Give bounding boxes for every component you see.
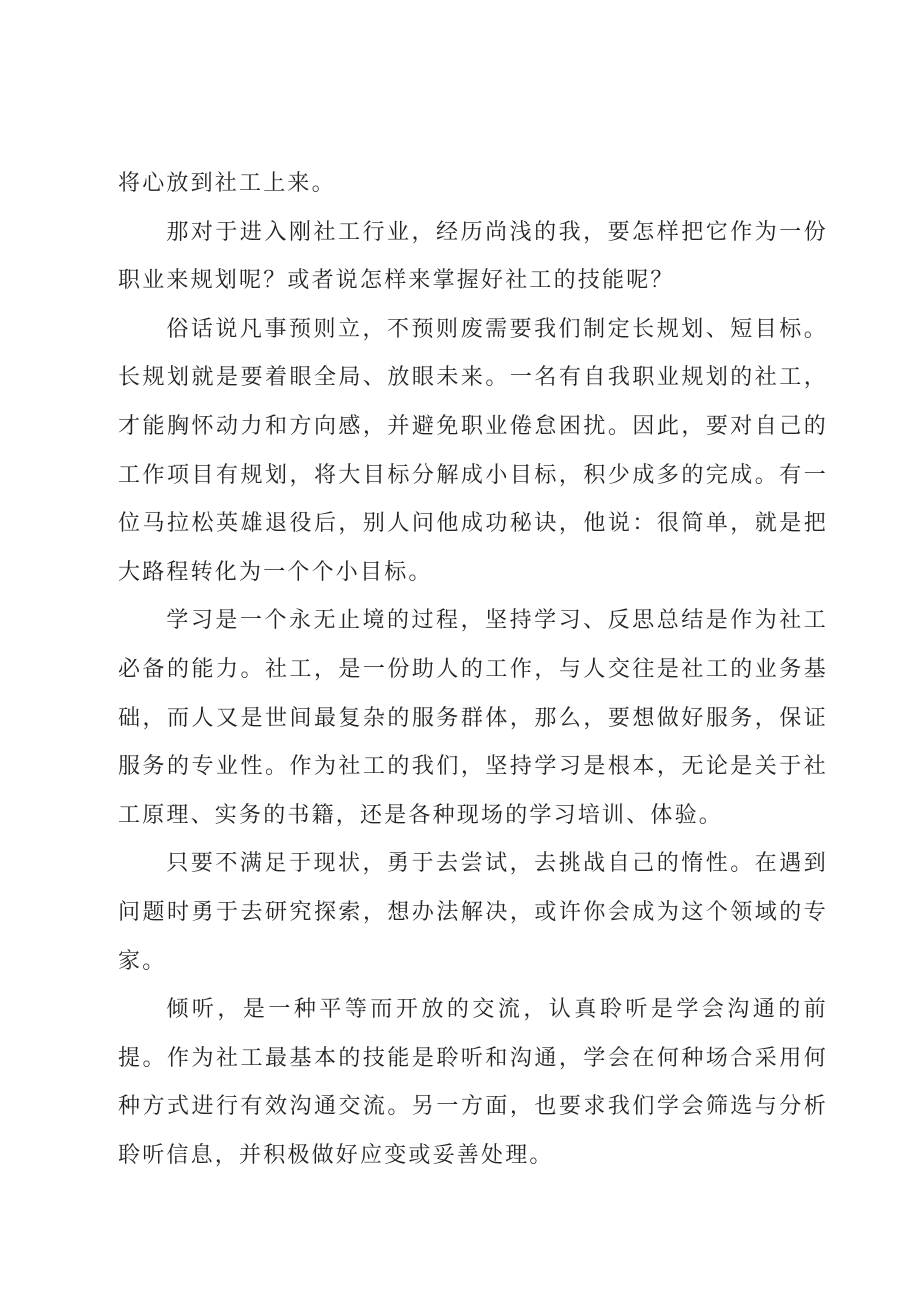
paragraph-4: 学习是一个永无止境的过程，坚持学习、反思总结是作为社工必备的能力。社工，是一份助人的工作，与人交往是社工的业务基础，而人又是世间最复杂的服务群体，那么，要想做好服务，保证服务的专业性。作为社工的我们，坚持学习是根本，无论是关于社工原理、实务的书籍，还是各种现场的学习培训、体验。 <box>118 608 828 828</box>
paragraph-5: 只要不满足于现状，勇于去尝试，去挑战自己的惰性。在遇到问题时勇于去研究探索，想办法解决，或许你会成为这个领域的专家。 <box>118 851 828 974</box>
paragraph-2: 那对于进入刚社工行业，经历尚浅的我，要怎样把它作为一份职业来规划呢？或者说怎样来掌握好社工的技能呢？ <box>118 219 828 294</box>
document-body <box>118 160 828 1180</box>
paragraph-6: 倾听，是一种平等而开放的交流，认真聆听是学会沟通的前提。作为社工最基本的技能是聆听和沟通，学会在何种场合采用何种方式进行有效沟通交流。另一方面，也要求我们学会筛选与分析聆听信息，并积极做好应变或妥善处理。 <box>118 997 828 1168</box>
paragraph-3: 俗话说凡事预则立，不预则废需要我们制定长规划、短目标。长规划就是要着眼全局、放眼未来。一名有自我职业规划的社工，才能胸怀动力和方向感，并避免职业倦怠困扰。因此，要对自己的工作项目有规划，将大目标分解成小目标，积少成多的完成。有一位马拉松英雄退役后，别人问他成功秘诀，他说：很简单，就是把大路程转化为一个个小目标。 <box>118 316 828 585</box>
paragraph-1: 将心放到社工上来。 <box>118 171 336 196</box>
